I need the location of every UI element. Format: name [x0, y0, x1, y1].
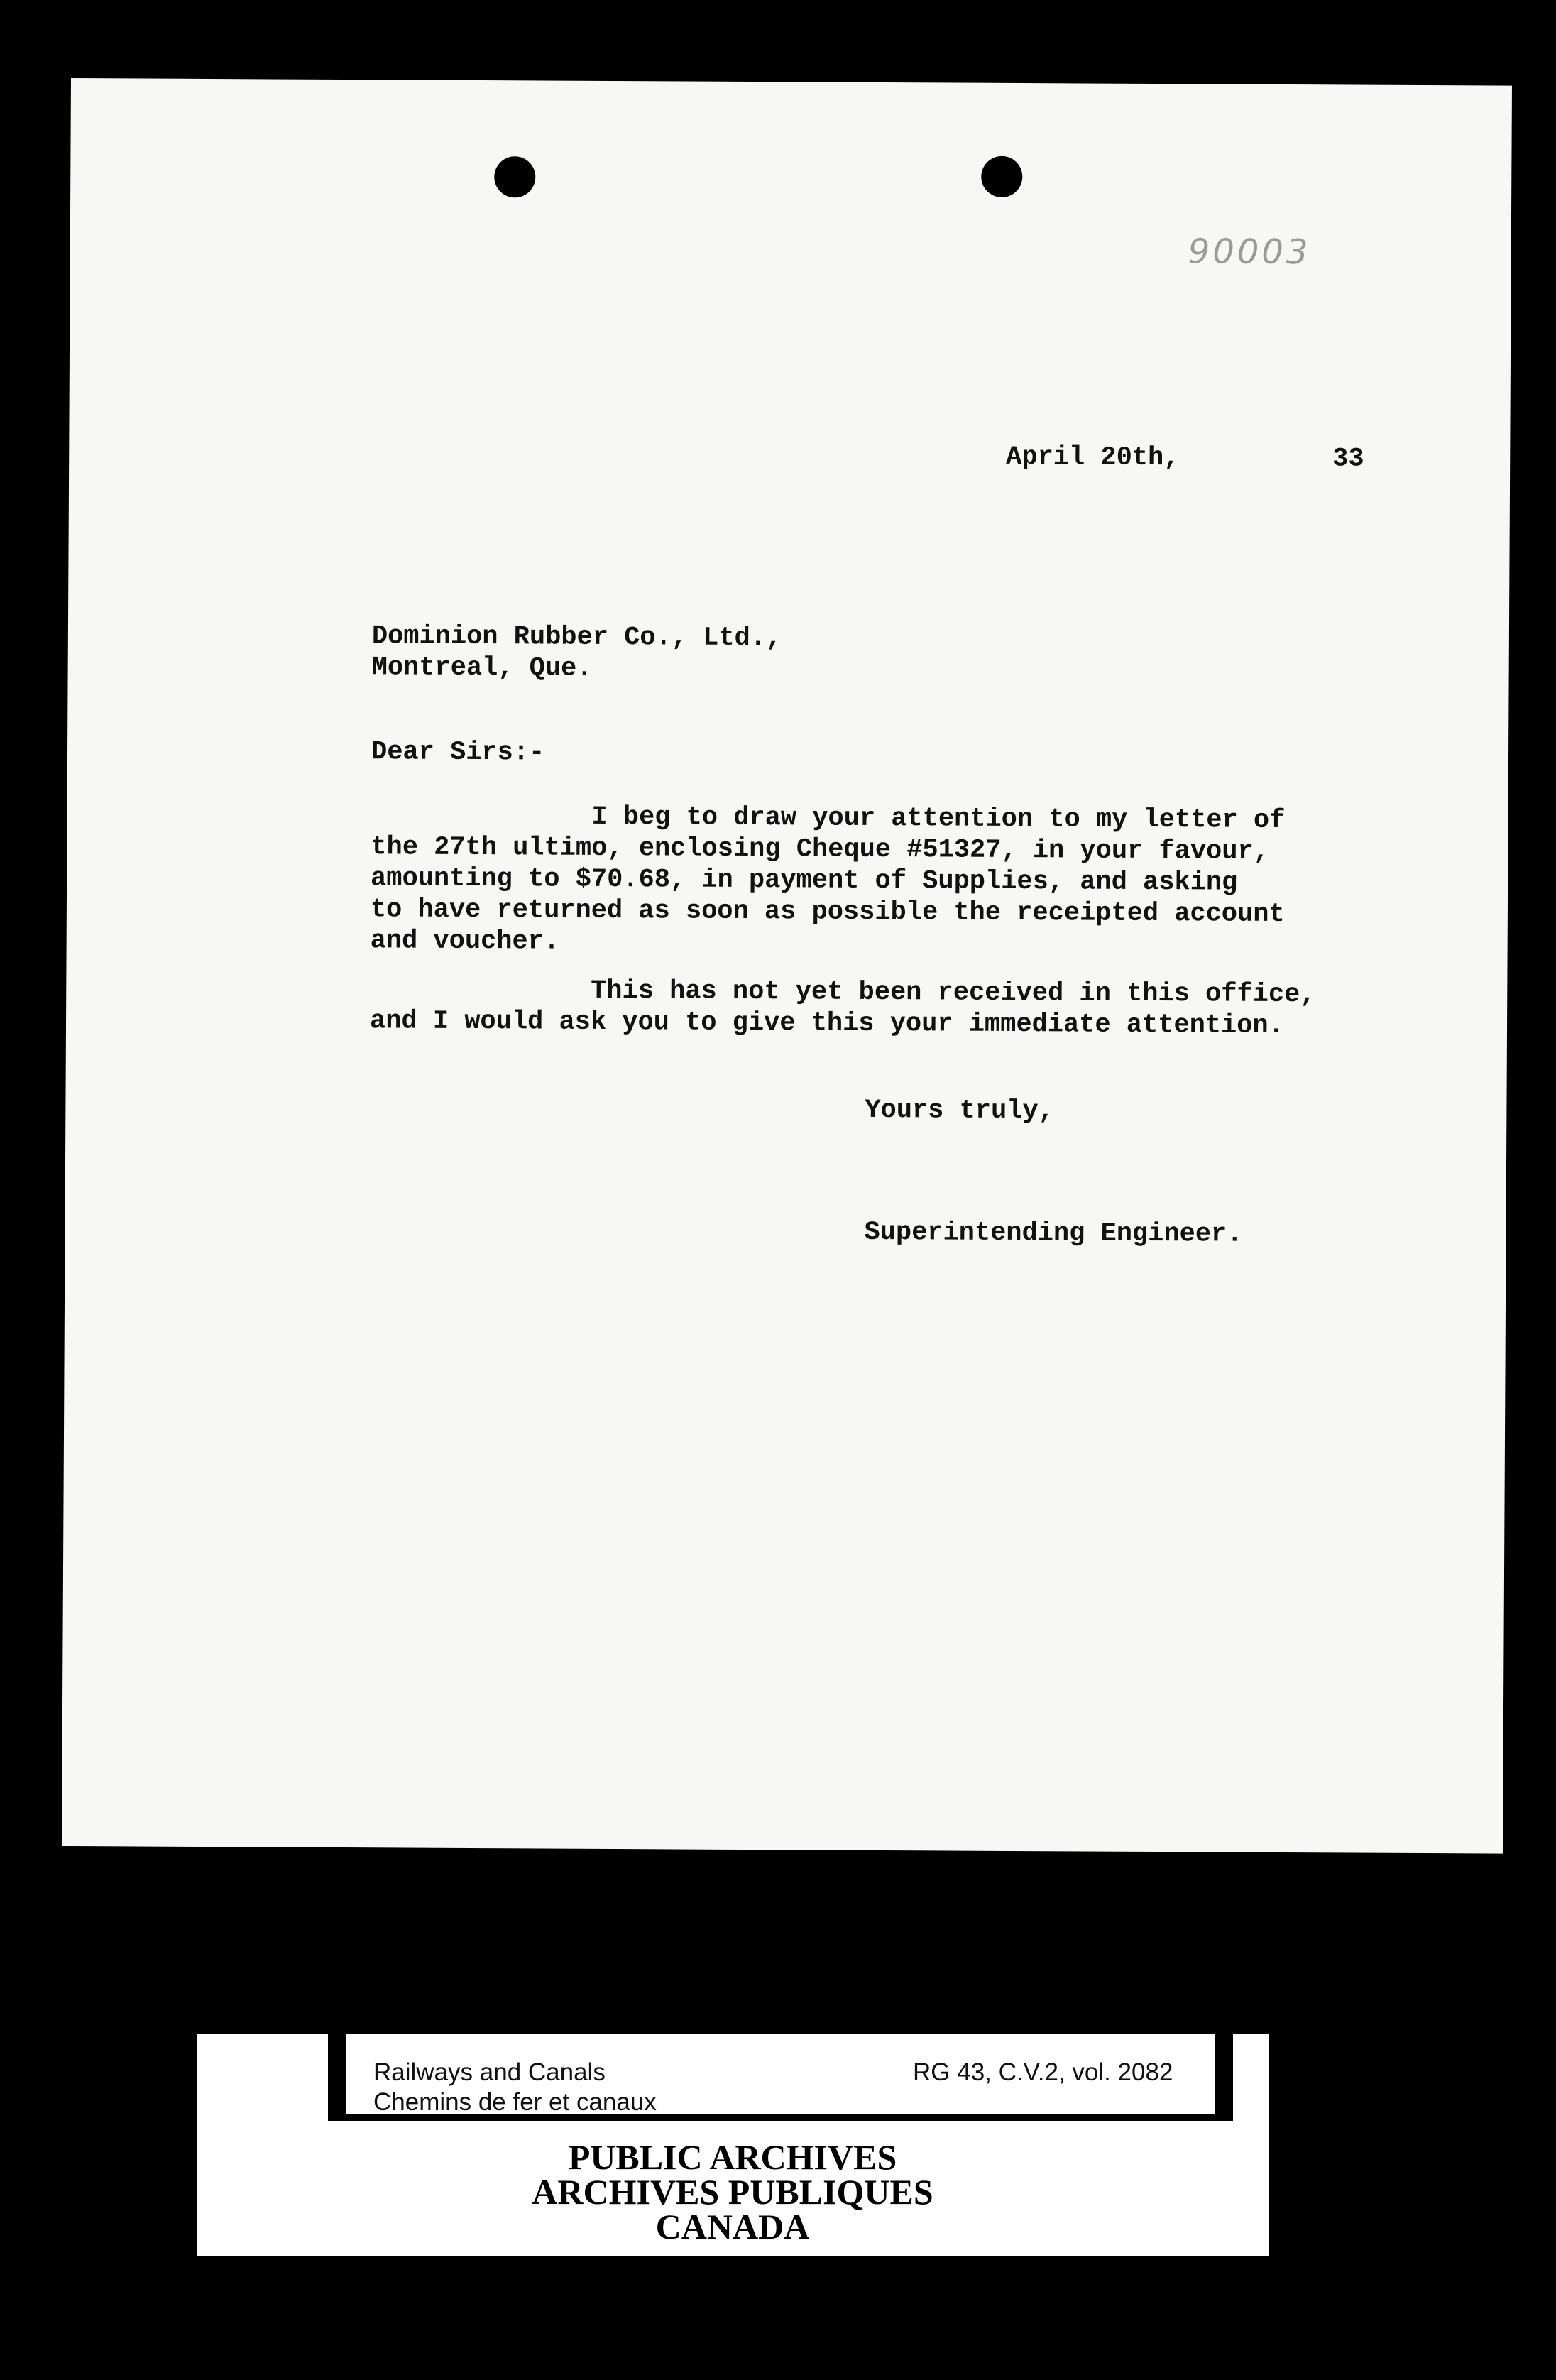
punch-hole-right — [981, 156, 1022, 197]
recipient-name: Dominion Rubber Co., Ltd., — [371, 621, 782, 654]
archive-reference: RG 43, C.V.2, vol. 2082 — [913, 2058, 1173, 2086]
signer-title: Superintending Engineer. — [864, 1217, 1243, 1250]
letter-page — [62, 78, 1512, 1854]
archive-title-french: ARCHIVES PUBLIQUES — [532, 2172, 933, 2212]
department-french: Chemins de fer et canaux — [373, 2088, 657, 2116]
body-paragraph-2: This has not yet been received in this office, and I would ask you to give this your immediate attention. — [369, 975, 1316, 1041]
recipient-city: Montreal, Que. — [371, 653, 593, 684]
page-number: 33 — [1332, 444, 1364, 474]
punch-hole-left — [494, 156, 535, 197]
salutation: Dear Sirs:- — [371, 737, 545, 768]
archive-stamp-number: 90003 — [1188, 231, 1311, 273]
letter-date: April 20th, — [1006, 442, 1180, 474]
archive-title-country: CANADA — [655, 2207, 810, 2247]
body-paragraph-1: I beg to draw your attention to my letter of the 27th ultimo, enclosing Cheque #51327, in your favour, amounting to $70.68, in payment of Supplies, and asking to have returned as soon as possible the receipted account and voucher. — [370, 801, 1286, 957]
archive-label — [197, 2034, 1269, 2256]
closing: Yours truly, — [865, 1095, 1054, 1127]
archive-title-english: PUBLIC ARCHIVES — [568, 2137, 897, 2177]
archive-label-reference-box — [328, 2034, 1233, 2121]
department-english: Railways and Canals — [373, 2058, 606, 2086]
